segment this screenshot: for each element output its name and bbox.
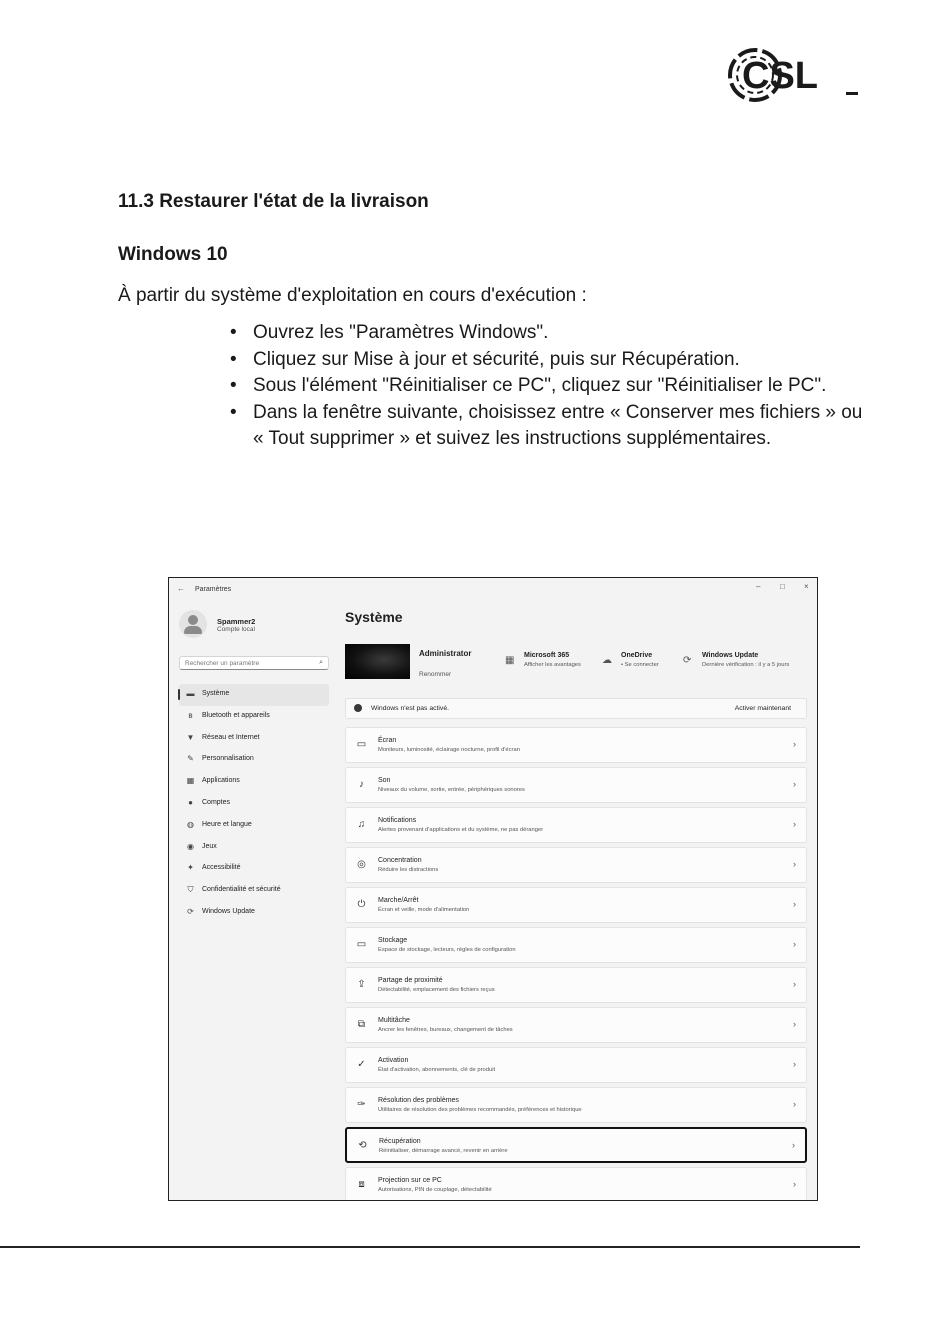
monitor-icon: ▬	[186, 689, 195, 698]
settings-item-recovery[interactable]	[345, 1127, 807, 1163]
service-title: Windows Update	[702, 652, 759, 659]
sidebar-item-systeme[interactable]	[179, 684, 329, 706]
steps-list	[230, 320, 870, 453]
bluetooth-icon: ʙ	[188, 710, 193, 720]
step-item: • Ouvrez les "Paramètres Windows".	[230, 320, 870, 347]
chevron-right-icon: ›	[793, 979, 796, 989]
chevron-right-icon: ›	[792, 1140, 795, 1150]
settings-item-title: Son	[378, 777, 391, 784]
microsoft-icon: ▦	[505, 655, 515, 666]
sidebar-item-label: Bluetooth et appareils	[202, 711, 270, 719]
storage-icon: ▭	[356, 939, 367, 950]
chevron-right-icon: ›	[793, 779, 796, 789]
sidebar-item-label: Réseau et Internet	[202, 733, 260, 741]
sidebar-item-label: Accessibilité	[202, 864, 241, 872]
settings-item-activation[interactable]	[345, 1047, 807, 1083]
sidebar-item-label: Confidentialité et sécurité	[202, 886, 281, 894]
cloud-icon: ☁	[602, 655, 612, 666]
settings-item-title: Partage de proximité	[378, 977, 443, 984]
service-subtitle: Afficher les avantages	[524, 662, 581, 668]
minimize-icon[interactable]: –	[756, 582, 761, 591]
sidebar-item-label: Applications	[202, 777, 240, 785]
settings-item-projection[interactable]	[345, 1167, 807, 1201]
avatar	[179, 610, 207, 638]
footer-divider	[0, 1246, 860, 1248]
apps-icon: ▦	[186, 776, 195, 786]
settings-item-focus[interactable]	[345, 847, 807, 883]
search-placeholder: Rechercher un paramètre	[185, 660, 260, 667]
settings-item-subtitle: Détectabilité, emplacement des fichiers reçus	[378, 987, 495, 993]
bell-icon: ♫	[357, 819, 366, 830]
sidebar-item-label: Windows Update	[202, 907, 255, 915]
update-icon: ⟳	[187, 906, 194, 916]
settings-item-multitasking[interactable]	[345, 1007, 807, 1043]
sidebar-item-label: Système	[202, 690, 230, 697]
sidebar-item-label: Comptes	[202, 798, 231, 806]
settings-item-subtitle: Niveaux du volume, sortie, entrée, périphériques sonores	[378, 787, 525, 793]
chevron-right-icon: ›	[793, 859, 796, 869]
sidebar-item-windows-update[interactable]	[179, 902, 329, 924]
activation-banner	[345, 698, 807, 719]
chevron-right-icon: ›	[793, 1059, 796, 1069]
settings-item-title: Marche/Arrêt	[378, 897, 419, 904]
banner-text: Windows n'est pas activé.	[371, 705, 449, 712]
settings-item-subtitle: État d'activation, abonnements, clé de produit	[378, 1067, 496, 1073]
settings-item-storage[interactable]	[345, 927, 807, 963]
page-title: Système	[345, 609, 403, 625]
sidebar-item-time-language[interactable]	[179, 815, 329, 837]
settings-item-subtitle: Écran et veille, mode d'alimentation	[378, 907, 470, 913]
settings-item-title: Projection sur ce PC	[378, 1177, 442, 1184]
chevron-right-icon: ›	[793, 819, 796, 829]
rename-link[interactable]: Renommer	[419, 671, 452, 678]
sidebar-item-personalization[interactable]	[179, 749, 329, 771]
section-title: 11.3 Restaurer l'état de la livraison	[118, 191, 429, 212]
power-icon: ⏻	[357, 899, 366, 910]
account-name: Administrator	[419, 649, 472, 658]
step-item: • Sous l'élément "Réinitialiser ce PC", cliquez sur "Réinitialiser le PC".	[230, 373, 870, 400]
step-item: • Cliquez sur Mise à jour et sécurité, puis sur Récupération.	[230, 347, 870, 374]
search-icon: ⌕	[319, 659, 323, 666]
settings-item-notifications[interactable]	[345, 807, 807, 843]
step-item: • Dans la fenêtre suivante, choisissez entre « Conserver mes fichiers » ou « Tout supprimer » et suivez les instructions supplémentaires.	[230, 400, 870, 453]
settings-item-nearby-sharing[interactable]	[345, 967, 807, 1003]
settings-item-subtitle: Alertes provenant d'applications et du système, ne pas déranger	[378, 827, 544, 833]
subsection-title: Windows 10	[118, 244, 228, 265]
user-profile[interactable]	[179, 610, 329, 640]
share-icon: ⇪	[357, 979, 366, 990]
globe-clock-icon: ◍	[187, 819, 194, 829]
sidebar-item-gaming[interactable]	[179, 837, 329, 859]
settings-item-power[interactable]	[345, 887, 807, 923]
person-icon: ●	[188, 797, 193, 807]
sidebar-item-label: Jeux	[202, 842, 217, 850]
service-title: Microsoft 365	[524, 652, 570, 659]
gamepad-icon: ◉	[187, 841, 194, 851]
update-icon: ⟳	[683, 655, 692, 666]
settings-item-title: Concentration	[378, 857, 422, 864]
settings-item-sound[interactable]	[345, 767, 807, 803]
desktop-thumbnail	[345, 644, 410, 679]
info-icon	[354, 704, 362, 712]
settings-item-subtitle: Espace de stockage, lecteurs, règles de configuration	[378, 947, 516, 953]
sidebar-item-label: Personnalisation	[202, 755, 254, 763]
settings-item-subtitle: Réinitialiser, démarrage avancé, revenir en arrière	[379, 1148, 508, 1154]
settings-item-subtitle: Réduire les distractions	[378, 867, 439, 873]
activate-now-button[interactable]: Activer maintenant	[734, 705, 791, 712]
shield-icon: ⛉	[187, 885, 194, 895]
chevron-right-icon: ›	[793, 1019, 796, 1029]
sidebar-item-privacy[interactable]	[179, 880, 329, 902]
settings-item-title: Écran	[378, 737, 397, 744]
service-title: OneDrive	[621, 652, 653, 659]
maximize-icon[interactable]: □	[780, 582, 785, 591]
projection-icon: ⧈	[358, 1179, 365, 1190]
chevron-right-icon: ›	[793, 899, 796, 909]
chevron-right-icon: ›	[793, 1179, 796, 1189]
account-type: Compte local	[217, 626, 255, 633]
settings-item-title: Résolution des problèmes	[378, 1097, 459, 1104]
service-subtitle: Dernière vérification : il y a 5 jours	[702, 662, 790, 668]
settings-item-title: Activation	[378, 1057, 409, 1064]
chevron-right-icon: ›	[793, 739, 796, 749]
settings-item-subtitle: Autorisations, PIN de couplage, détectabilité	[378, 1187, 492, 1193]
sidebar-item-bluetooth[interactable]	[179, 706, 329, 728]
back-arrow-icon[interactable]: ←	[177, 584, 185, 593]
settings-window-screenshot	[168, 577, 818, 1201]
sidebar-item-network[interactable]	[179, 728, 329, 750]
check-circle-icon: ✓	[357, 1059, 366, 1070]
display-icon: ▭	[356, 739, 367, 750]
wrench-icon: ✑	[357, 1099, 366, 1110]
settings-item-subtitle: Ancrer les fenêtres, bureaux, changement de tâches	[378, 1027, 513, 1033]
title-bar	[169, 578, 817, 600]
user-name: Spammer2	[217, 617, 256, 626]
settings-item-title: Notifications	[378, 817, 417, 824]
settings-item-subtitle: Moniteurs, luminosité, éclairage nocturne, profil d'écran	[378, 747, 520, 753]
sidebar-item-accounts[interactable]	[179, 793, 329, 815]
settings-item-subtitle: Utilitaires de résolution des problèmes recommandés, préférences et historique	[378, 1107, 582, 1113]
csl-logo	[728, 42, 862, 108]
focus-icon: ◎	[357, 859, 366, 870]
brush-icon: ✎	[187, 754, 194, 764]
settings-item-title: Stockage	[378, 937, 408, 944]
close-icon[interactable]: ×	[804, 582, 809, 591]
sidebar-item-label: Heure et langue	[202, 820, 252, 828]
multitask-icon: ⧉	[357, 1019, 366, 1030]
settings-item-title: Récupération	[379, 1138, 421, 1145]
speaker-icon: ♪	[359, 779, 364, 790]
recovery-icon: ⟲	[358, 1140, 367, 1151]
logo-text: CSL	[742, 55, 818, 97]
account-header	[345, 644, 811, 682]
settings-item-title: Multitâche	[378, 1017, 410, 1024]
sidebar-item-apps[interactable]	[179, 771, 329, 793]
intro-text: À partir du système d'exploitation en cours d'exécution :	[118, 285, 587, 306]
wifi-icon: ▼	[186, 732, 195, 742]
chevron-right-icon: ›	[793, 939, 796, 949]
window-title: Paramètres	[195, 586, 232, 593]
sidebar-item-accessibility[interactable]	[179, 858, 329, 880]
accessibility-icon: ✦	[187, 863, 194, 873]
service-subtitle: • Se connecter	[621, 662, 659, 668]
search-input[interactable]	[179, 656, 329, 670]
chevron-right-icon: ›	[793, 1099, 796, 1109]
sidebar-nav	[179, 684, 329, 924]
settings-item-display[interactable]	[345, 727, 807, 763]
settings-list	[345, 727, 807, 1201]
settings-item-troubleshoot[interactable]	[345, 1087, 807, 1123]
